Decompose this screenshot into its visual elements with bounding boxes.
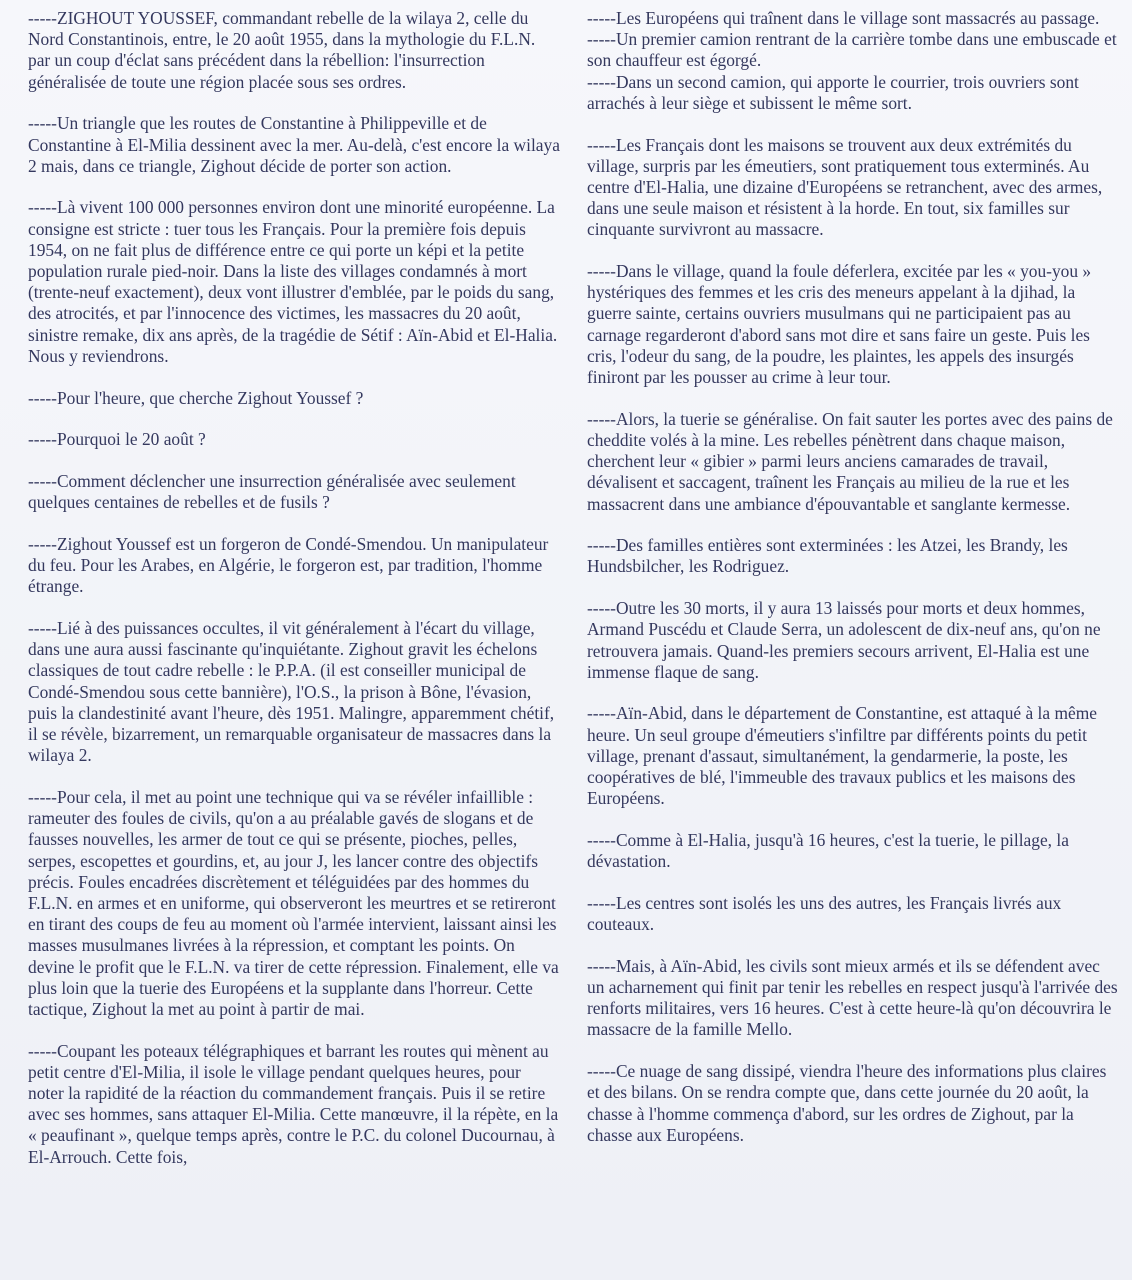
right-column (587, 8, 1119, 1166)
paragraph: -----Zighout Youssef est un forgeron de Condé-Smendou. Un manipulateur du feu. Pour les Arabes, en Algérie, le forgeron est, par tradition, l'homme étrange. (28, 533, 549, 597)
paragraph: -----Dans le village, quand la foule déferlera, excitée par les « you-you » hystériques des femmes et les cris des meneurs appelant à la djihad, la guerre sainte, certains ouvriers musulmans qui ne participaient pas au carnage regarderont d'abord sans mot dire et sans faire un geste. Puis les cris, l'odeur du sang, de la poudre, les plaintes, les appels des insurgés finiront par les pousser au crime à leur tour. (587, 261, 1092, 388)
paragraph: -----Lié à des puissances occultes, il vit généralement à l'écart du village, dans une aura aussi fascinante qu'inquiétante. Zighout gravit les échelons classiques de tout cadre rebelle : le P.P.A. (il est conseiller municipal de Condé-Smendou sous cette bannière), l'O.S., la prison à Bône, l'évasion, puis la clandestinité avant l'heure, dès 1951. Malingre, apparemment chétif, il se révèle, bizarrement, un remarquable organisateur de massacres dans la wilaya 2. (28, 617, 555, 766)
paragraph: -----Alors, la tuerie se généralise. On fait sauter les portes avec des pains de cheddite volés à la mine. Les rebelles pénètrent dans chaque maison, cherchent leur « gibier » parmi leurs anciens camarades de travail, dévalisent et saccagent, traînent les Français au milieu de la rue et les massacrent dans une ambiance d'épouvantable et sanglante kermesse. (587, 408, 1113, 514)
paragraph: -----Là vivent 100 000 personnes environ dont une minorité européenne. La consigne est stricte : tuer tous les Français. Pour la première fois depuis 1954, on ne fait plus de différence entre ce qui porte un képi et la petite population rurale pied-noir. Dans la liste des villages condamnés à mort (trente-neuf exactement), deux vont illustrer d'emblée, par le poids du sang, des atrocités, et par l'innocence des victimes, les massacres du 20 août, sinistre remake, dix ans après, de la tragédie de Sétif : Aïn-Abid et El-Halia. Nous y reviendrons. (28, 197, 558, 366)
paragraph: -----ZIGHOUT YOUSSEF, commandant rebelle de la wilaya 2, celle du Nord Constantinois, entre, le 20 août 1955, dans la mythologie du F.L.N. par un coup d'éclat sans précédent dans la rébellion: l'insurrection généralisée de toute une région placée sous ses ordres. (28, 8, 536, 92)
paragraph: -----Comment déclencher une insurrection généralisée avec seulement quelques centaines de rebelles et de fusils ? (28, 470, 516, 513)
paragraph: -----Comme à El-Halia, jusqu'à 16 heures, c'est la tuerie, le pillage, la dévastation. (587, 830, 1069, 872)
paragraph: -----Mais, à Aïn-Abid, les civils sont mieux armés et ils se défendent avec un acharnement qui finit par tenir les rebelles en respect jusqu'à l'arrivée des renforts militaires, vers 16 heures. C'est à cette heure-là qu'on découvrira le massacre de la famille Mello. (587, 955, 1118, 1040)
paragraph: -----Pour l'heure, que cherche Zighout Youssef ? (28, 387, 364, 408)
paragraph: -----Des familles entières sont exterminées : les Atzei, les Brandy, les Hundsbilcher, les Rodriguez. (587, 535, 1068, 577)
paragraph: -----Coupant les poteaux télégraphiques et barrant les routes qui mènent au petit centre d'El-Milia, il isole le village pendant quelques heures, pour noter la rapidité de la réaction du commandement français. Puis il se retire avec ses hommes, sans attaquer El-Milia. Cette manœuvre, il la répète, en la « peaufinant », quelque temps après, contre le P.C. du colonel Ducournau, à El-Arrouch. Cette fois, (28, 1040, 559, 1167)
paragraph: -----Aïn-Abid, dans le département de Constantine, est attaqué à la même heure. Un seul groupe d'émeutiers s'infiltre par différents points du petit village, prenant d'assaut, simultanément, la gendarmerie, la poste, les coopératives de blé, l'immeuble des travaux publics et les maisons des Européens. (587, 703, 1097, 809)
paragraph: -----Pourquoi le 20 août ? (28, 429, 206, 450)
paragraph: -----Un triangle que les routes de Constantine à Philippeville et de Constantine à El-Milia dessinent avec la mer. Au-delà, c'est encore la wilaya 2 mais, dans ce triangle, Zighout décide de porter son action. (28, 113, 560, 176)
left-column (28, 8, 560, 1188)
paragraph: -----Les centres sont isolés les uns des autres, les Français livrés aux couteaux. (587, 892, 1062, 935)
paragraph: -----Outre les 30 morts, il y aura 13 laissés pour morts et deux hommes, Armand Puscédu et Claude Serra, un adolescent de dix-neuf ans, qu'on ne retrouvera jamais. Quand-les premiers secours arrivent, El-Halia est une immense flaque de sang. (587, 598, 1101, 682)
paragraph: -----Les Européens qui traînent dans le village sont massacrés au passage. -----Un premier camion rentrant de la carrière tombe dans une embuscade et son chauffeur est égorgé. -----Dans un second camion, qui apporte le courrier, trois ouvriers sont arrachés à leur siège et subissent le même sort. (587, 8, 1117, 113)
paragraph: -----Les Français dont les maisons se trouvent aux deux extrémités du village, surpris par les émeutiers, sont pratiquement tous exterminés. Au centre d'El-Halia, une dizaine d'Européens se retranchent, avec des armes, dans une seule maison et résistent à la horde. En tout, six familles sur cinquante survivront au massacre. (587, 134, 1103, 240)
paragraph: -----Ce nuage de sang dissipé, viendra l'heure des informations plus claires et des bilans. On se rendra compte que, dans cette journée du 20 août, la chasse à l'homme commença d'abord, sur les ordres de Zighout, par la chasse aux Européens. (587, 1061, 1107, 1145)
paragraph: -----Pour cela, il met au point une technique qui va se révéler infaillible : rameuter des foules de civils, qu'on a au préalable gavés de slogans et de fausses nouvelles, les armer de tout ce qui se présente, pioches, pelles, serpes, escopettes et gourdins, et, au jour J, les lancer contre des objectifs précis. Foules encadrées discrètement et téléguidées par des hommes du F.L.N. en armes et en uniforme, qui observeront les meurtres et se retireront en tirant des coups de feu au moment où l'armée intervient, laissant ainsi les masses musulmanes livrées à la répression, et comptant les points. On devine le profit que le F.L.N. va tirer de cette répression. Finalement, elle va plus loin que la tuerie des Européens et la supplante dans l'horreur. Cette tactique, Zighout la met au point à partir de mai. (28, 786, 559, 1019)
